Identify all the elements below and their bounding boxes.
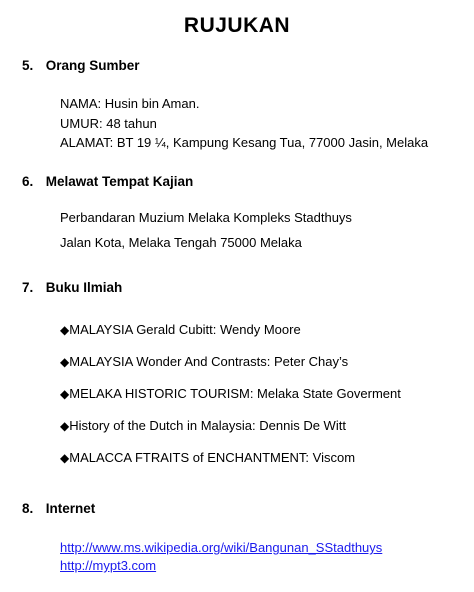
section-heading-melawat (22, 174, 193, 189)
list-item (60, 450, 355, 465)
list-item (60, 322, 301, 337)
list-item (60, 418, 346, 433)
section-heading-orang-sumber (22, 58, 140, 73)
resource-address: ALAMAT: BT 19 ¼, Kampung Kesang Tua, 77000 Jasin, Melaka (60, 135, 429, 150)
resource-age: UMUR: 48 tahun (60, 116, 157, 131)
section-title: Melawat Tempat Kajian (45, 174, 194, 189)
mypt3-link[interactable]: http://mypt3.com (60, 558, 157, 573)
diamond-bullet-icon: ◆ (60, 387, 70, 401)
section-title: Orang Sumber (45, 58, 140, 73)
diamond-bullet-icon: ◆ (60, 419, 70, 433)
section-number: 6. (22, 174, 34, 189)
book-title: MALACCA FTRAITS of ENCHANTMENT: Viscom (69, 450, 356, 465)
resource-name: NAMA: Husin bin Aman. (60, 96, 200, 111)
diamond-bullet-icon: ◆ (60, 323, 70, 337)
section-heading-buku-ilmiah (22, 280, 122, 295)
page-title: RUJUKAN (183, 14, 291, 37)
list-item (60, 354, 348, 369)
section-title: Buku Ilmiah (45, 280, 123, 295)
section-heading-internet (22, 501, 95, 516)
wikipedia-link[interactable]: http://www.ms.wikipedia.org/wiki/Bangunan_SStadthuys (60, 540, 383, 555)
section-title: Internet (45, 501, 96, 516)
book-title: MELAKA HISTORIC TOURISM: Melaka State Goverment (69, 386, 401, 401)
book-title: History of the Dutch in Malaysia: Dennis De Witt (69, 418, 346, 433)
list-item (60, 558, 156, 573)
list-item (60, 386, 401, 401)
section-number: 5. (22, 58, 34, 73)
book-title: MALAYSIA Wonder And Contrasts: Peter Chay’s (69, 354, 349, 369)
diamond-bullet-icon: ◆ (60, 355, 70, 369)
diamond-bullet-icon: ◆ (60, 451, 70, 465)
section-number: 8. (22, 501, 34, 516)
visit-place: Perbandaran Muzium Melaka Kompleks Stadthuys (60, 210, 352, 225)
book-title: MALAYSIA Gerald Cubitt: Wendy Moore (69, 322, 301, 337)
list-item (60, 540, 382, 555)
section-number: 7. (22, 280, 34, 295)
visit-address: Jalan Kota, Melaka Tengah 75000 Melaka (60, 235, 302, 250)
